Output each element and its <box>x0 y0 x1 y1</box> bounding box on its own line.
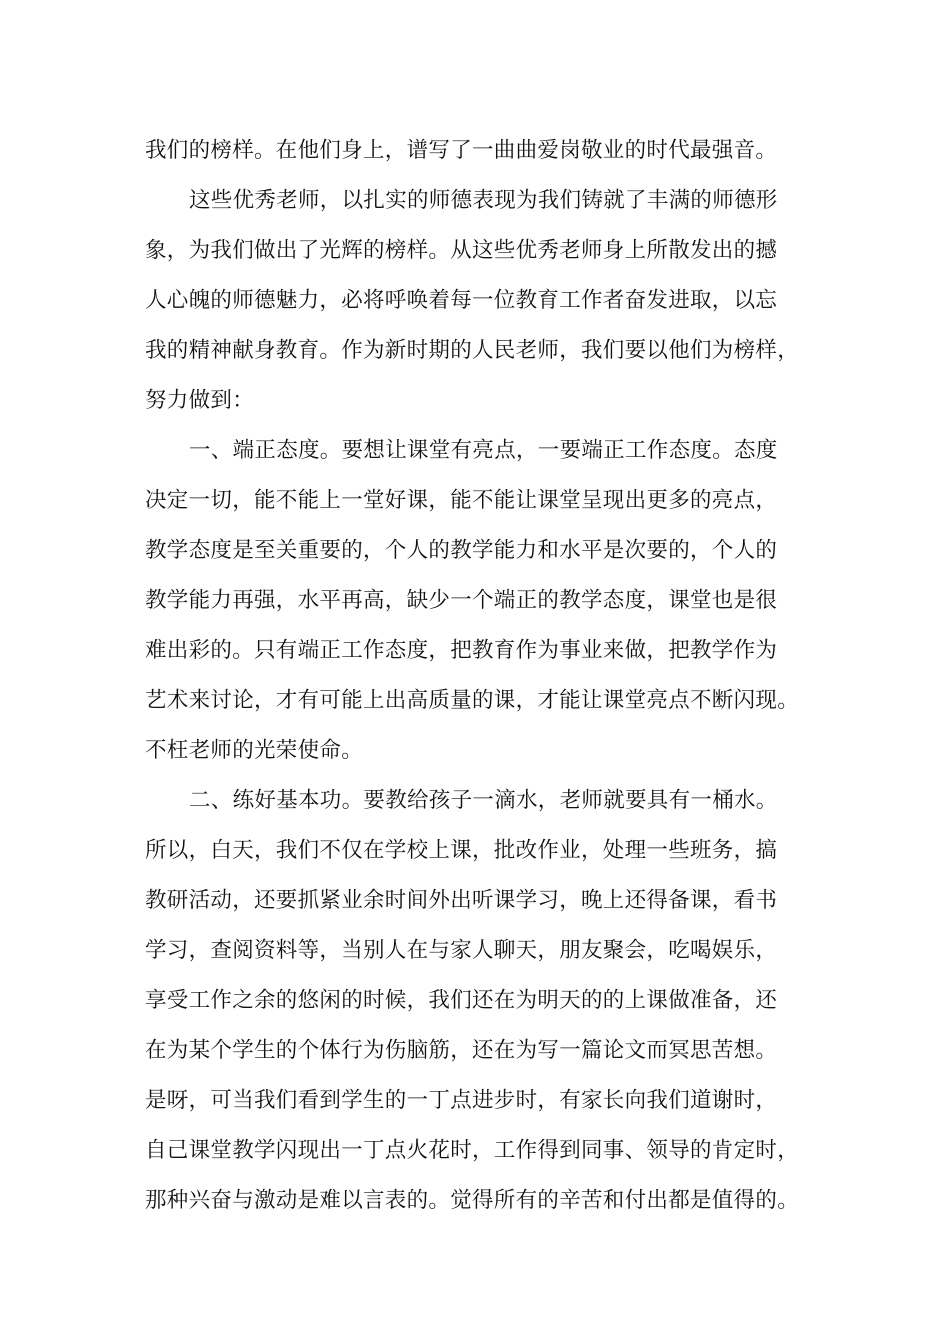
text-line: 努力做到： <box>145 388 255 413</box>
text-line: 所以，白天，我们不仅在学校上课，批改作业，处理一些班务，搞 <box>145 838 778 863</box>
text-line: 享受工作之余的悠闲的时候，我们还在为明天的的上课做准备，还 <box>145 988 778 1013</box>
text-line: 教研活动，还要抓紧业余时间外出听课学习，晚上还得备课，看书 <box>145 888 778 913</box>
paragraph-start-line: 这些优秀老师，以扎实的师德表现为我们铸就了丰满的师德形 <box>189 188 778 213</box>
text-line: 教学能力再强，水平再高，缺少一个端正的教学态度，课堂也是很 <box>145 588 778 613</box>
text-line: 教学态度是至关重要的，个人的教学能力和水平是次要的，个人的 <box>145 538 778 563</box>
text-line: 那种兴奋与激动是难以言表的。觉得所有的辛苦和付出都是值得的。 <box>145 1188 800 1213</box>
text-line: 不枉老师的光荣使命。 <box>145 738 364 763</box>
text-line: 象，为我们做出了光辉的榜样。从这些优秀老师身上所散发出的撼 <box>145 238 778 263</box>
text-line: 在为某个学生的个体行为伤脑筋，还在为写一篇论文而冥思苦想。 <box>145 1038 778 1063</box>
text-line: 我们的榜样。在他们身上，谱写了一曲曲爱岗敬业的时代最强音。 <box>145 138 778 163</box>
document-body <box>145 126 825 1226</box>
paragraph-start-line: 一、端正态度。要想让课堂有亮点，一要端正工作态度。态度 <box>189 438 778 463</box>
text-line: 人心魄的师德魅力，必将呼唤着每一位教育工作者奋发进取，以忘 <box>145 288 778 313</box>
text-line: 艺术来讨论，才有可能上出高质量的课，才能让课堂亮点不断闪现。 <box>145 688 800 713</box>
text-line: 我的精神献身教育。作为新时期的人民老师，我们要以他们为榜样， <box>145 338 800 363</box>
paragraph-start-line: 二、练好基本功。要教给孩子一滴水，老师就要具有一桶水。 <box>189 788 778 813</box>
text-line: 自己课堂教学闪现出一丁点火花时，工作得到同事、领导的肯定时， <box>145 1138 800 1163</box>
text-line: 决定一切，能不能上一堂好课，能不能让课堂呈现出更多的亮点， <box>145 488 778 513</box>
text-line: 难出彩的。只有端正工作态度，把教育作为事业来做，把教学作为 <box>145 638 778 663</box>
text-line: 是呀，可当我们看到学生的一丁点进步时，有家长向我们道谢时， <box>145 1088 778 1113</box>
text-line: 学习，查阅资料等，当别人在与家人聊天，朋友聚会，吃喝娱乐， <box>145 938 778 963</box>
